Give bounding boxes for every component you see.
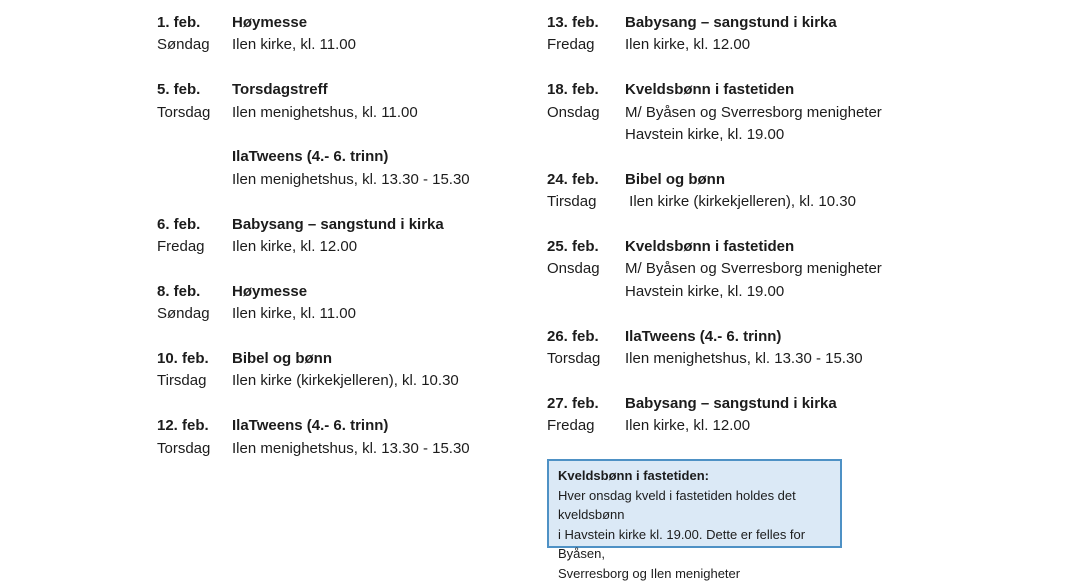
- event-day: Fredag: [157, 236, 232, 258]
- event-day: Søndag: [157, 303, 232, 325]
- event-title: Babysang – sangstund i kirka: [232, 214, 542, 236]
- event-location-line: Ilen menighetshus, kl. 11.00: [232, 102, 542, 124]
- event-entry: [547, 12, 977, 57]
- event-date: 24. feb.: [547, 169, 625, 191]
- info-box-title: Kveldsbønn i fastetiden:: [558, 466, 830, 486]
- calendar-column-left: [157, 12, 542, 482]
- event-entry: [157, 146, 542, 191]
- event-title: Bibel og bønn: [625, 169, 977, 191]
- event-date: 26. feb.: [547, 326, 625, 348]
- event-day: Torsdag: [157, 102, 232, 124]
- event-location-line: Ilen menighetshus, kl. 13.30 - 15.30: [232, 169, 542, 191]
- event-title: Babysang – sangstund i kirka: [625, 393, 977, 415]
- event-title: Babysang – sangstund i kirka: [625, 12, 977, 34]
- event-date: 5. feb.: [157, 79, 232, 101]
- event-day: Onsdag: [547, 102, 625, 124]
- event-date: 25. feb.: [547, 236, 625, 258]
- info-box-text-line: Sverresborg og Ilen menigheter: [558, 564, 830, 583]
- event-date: 10. feb.: [157, 348, 232, 370]
- event-day: Torsdag: [157, 438, 232, 460]
- event-entry: [547, 169, 977, 214]
- info-box-text-line: i Havstein kirke kl. 19.00. Dette er felles for Byåsen,: [558, 525, 830, 564]
- event-date: 27. feb.: [547, 393, 625, 415]
- calendar-column-right: [547, 12, 977, 460]
- event-entry: [157, 12, 542, 57]
- event-day: Tirsdag: [547, 191, 625, 213]
- event-entry: [547, 393, 977, 438]
- event-entry: [157, 79, 542, 124]
- event-location-line: Ilen kirke (kirkekjelleren), kl. 10.30: [232, 370, 542, 392]
- event-entry: [547, 326, 977, 371]
- info-box-text-line: Hver onsdag kveld i fastetiden holdes det kveldsbønn: [558, 486, 830, 525]
- event-day: Torsdag: [547, 348, 625, 370]
- event-location-line: Ilen kirke (kirkekjelleren), kl. 10.30: [625, 191, 977, 213]
- event-location-line: M/ Byåsen og Sverresborg menigheter: [625, 102, 977, 124]
- event-day: Fredag: [547, 415, 625, 437]
- event-location-line: Ilen kirke, kl. 12.00: [232, 236, 542, 258]
- event-title: Bibel og bønn: [232, 348, 542, 370]
- event-entry: [547, 236, 977, 303]
- event-location-line: Ilen kirke, kl. 12.00: [625, 415, 977, 437]
- event-location-line: Ilen kirke, kl. 11.00: [232, 303, 542, 325]
- event-entry: [157, 214, 542, 259]
- event-entry: [157, 348, 542, 393]
- event-date: 1. feb.: [157, 12, 232, 34]
- event-day: Tirsdag: [157, 370, 232, 392]
- event-title: Torsdagstreff: [232, 79, 542, 101]
- event-date: 6. feb.: [157, 214, 232, 236]
- event-date: 12. feb.: [157, 415, 232, 437]
- event-entry: [547, 79, 977, 146]
- event-location-line: Ilen kirke, kl. 12.00: [625, 34, 977, 56]
- event-title: IlaTweens (4.- 6. trinn): [625, 326, 977, 348]
- event-title: IlaTweens (4.- 6. trinn): [232, 415, 542, 437]
- info-box-kveldsbonn: [547, 459, 842, 548]
- event-location-line: Ilen kirke, kl. 11.00: [232, 34, 542, 56]
- event-day: Søndag: [157, 34, 232, 56]
- event-date: 18. feb.: [547, 79, 625, 101]
- event-title: Kveldsbønn i fastetiden: [625, 79, 977, 101]
- event-date: 8. feb.: [157, 281, 232, 303]
- event-title: Høymesse: [232, 12, 542, 34]
- event-location-line: Havstein kirke, kl. 19.00: [625, 281, 977, 303]
- event-title: Kveldsbønn i fastetiden: [625, 236, 977, 258]
- event-entry: [157, 415, 542, 460]
- event-day: Fredag: [547, 34, 625, 56]
- event-title: Høymesse: [232, 281, 542, 303]
- event-location-line: M/ Byåsen og Sverresborg menigheter: [625, 258, 977, 280]
- event-location-line: Ilen menighetshus, kl. 13.30 - 15.30: [232, 438, 542, 460]
- event-entry: [157, 281, 542, 326]
- event-date: 13. feb.: [547, 12, 625, 34]
- event-title: IlaTweens (4.- 6. trinn): [232, 146, 542, 168]
- event-location-line: Ilen menighetshus, kl. 13.30 - 15.30: [625, 348, 977, 370]
- event-location-line: Havstein kirke, kl. 19.00: [625, 124, 977, 146]
- event-day: Onsdag: [547, 258, 625, 280]
